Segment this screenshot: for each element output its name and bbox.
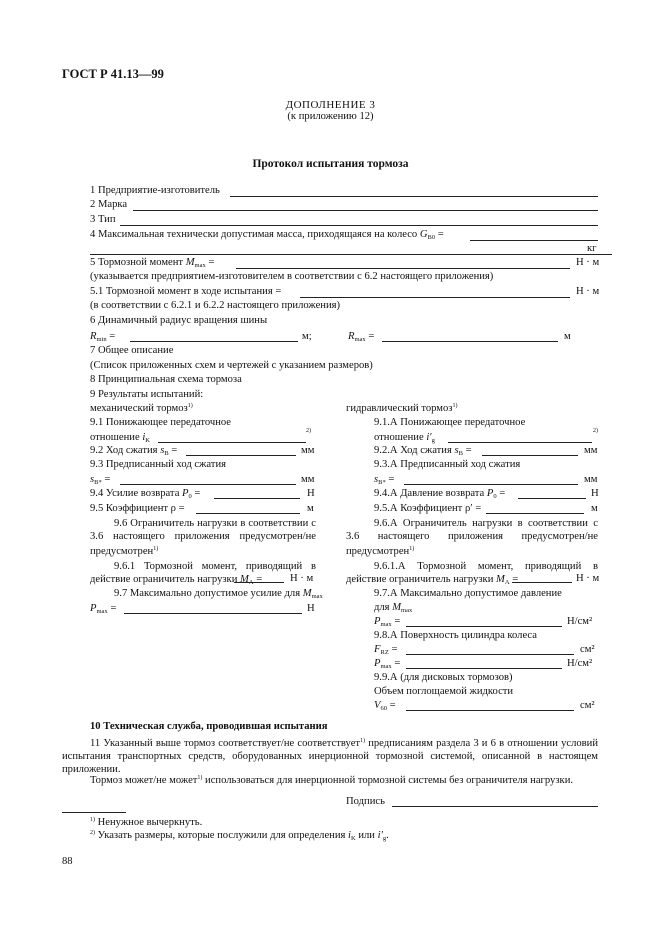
item-1-label: 1 Предприятие-изготовитель — [90, 185, 220, 196]
footnote-divider — [62, 812, 126, 813]
rmax-field[interactable] — [382, 341, 558, 342]
l-9-2-label: 9.2 Ход сжатия $s_B$ = — [90, 445, 178, 457]
r-9-1-field[interactable] — [448, 442, 592, 443]
l-unit-m: м — [307, 503, 314, 514]
r-9-7-for: для $M_{max}$ — [374, 602, 413, 614]
r-9-7-label: 9.7.А Максимально допустимое давление — [374, 588, 562, 599]
r-9-9-label: 9.9.А (для дисковых тормозов) — [374, 672, 513, 683]
item-8-label: 8 Принципиальная схема тормоза — [90, 374, 242, 385]
unit-m: м — [564, 331, 571, 342]
item-5-note: (указывается предприятием-изготовителем в соответствии с 6.2 настоящего приложения) — [90, 271, 494, 282]
r-unit-cm2-2: см² — [580, 700, 595, 711]
item-1-field[interactable] — [230, 196, 598, 197]
section-12-text: Тормоз может/не может$^{1)}$ использоваться для инерционной тормозной системы без ограничителя нагрузки. — [90, 775, 574, 786]
unit-m-semicolon: м; — [302, 331, 312, 342]
l-unit-mm-2: мм — [301, 474, 315, 485]
r-9-6-1-text: 9.6.1.А Тормозной момент, приводящий в действие ограничитель нагрузки $M_A$ = — [346, 561, 598, 586]
item-7-label: 7 Общее описание — [90, 345, 174, 356]
r-9-9-var: $V_{60}$ = — [374, 700, 396, 712]
r-9-8-label: 9.8.А Поверхность цилиндра колеса — [374, 630, 537, 641]
r-unit-m: м — [591, 503, 598, 514]
r-9-5-field[interactable] — [486, 513, 584, 514]
section-11-text: 11 Указанный выше тормоз соответствует/не соответствует$^{1)}$ предписаниям раздела 3 и 6 в отношении условий испытания транспортных средств, оборудованных инерционной тормозной системой, описанной в настоящем приложении. — [62, 738, 598, 775]
item-6-label: 6 Динамичный радиус вращения шины — [90, 315, 268, 326]
r-9-6-text: 9.6.А Ограничитель нагрузки в соответствии с 3.6 настоящего приложения предусмотрен/не предусмотрен$^{1)}$ — [346, 518, 598, 557]
rmax-label: $R_{max}$ = — [348, 331, 375, 343]
l-9-7-label: 9.7 Максимально допустимое усилие для $M_{max}$ — [114, 588, 323, 600]
l-9-3-label: 9.3 Предписанный ход сжатия — [90, 459, 226, 470]
r-9-4-field[interactable] — [518, 498, 586, 499]
footnote-2: $^{2)}$ Указать размеры, которые послужили для определения $i_K$ или $i'_g$. — [90, 830, 389, 842]
l-9-7-var: $P_{max}$ = — [90, 603, 117, 615]
r-9-8-field[interactable] — [406, 654, 574, 655]
item-5-field[interactable] — [236, 268, 570, 269]
item-9-label: 9 Результаты испытаний: — [90, 389, 204, 400]
l-9-7-field[interactable] — [124, 613, 302, 614]
unit-nm-5: Н · м — [576, 257, 600, 268]
rmin-label: $R_{min}$ = — [90, 331, 116, 343]
l-unit-nm: Н · м — [290, 573, 314, 584]
footnote-1: $^{1)}$ Ненужное вычеркнуть. — [90, 817, 203, 828]
signature-field[interactable] — [392, 806, 598, 807]
l-9-3-field[interactable] — [120, 484, 296, 485]
l-9-6-1-field[interactable] — [234, 582, 284, 583]
item-4-field-2[interactable] — [90, 254, 612, 255]
item-3-field[interactable] — [120, 225, 598, 226]
protocol-title: Протокол испытания тормоза — [252, 158, 409, 170]
r-9-2-field[interactable] — [482, 455, 578, 456]
item-5-label: 5 Тормозной момент $M_{max}$ = — [90, 257, 215, 269]
page-number: 88 — [62, 856, 73, 867]
r-9-8-p-var: $P_{max}$ = — [374, 658, 401, 670]
r-unit-mm-2: мм — [584, 474, 598, 485]
r-9-7-var: $P_{max}$ = — [374, 616, 401, 628]
signature-label: Подпись — [346, 796, 385, 807]
l-9-4-label: 9.4 Усилие возврата $P_0$ = — [90, 488, 201, 500]
r-9-3-label: 9.3.А Предписанный ход сжатия — [374, 459, 521, 470]
r-9-3-field[interactable] — [404, 484, 578, 485]
l-unit-mm-1: мм — [301, 445, 315, 456]
l-9-1-ratio: отношение $i_K$ — [90, 432, 150, 444]
l-9-5-label: 9.5 Коэффициент ρ = — [90, 503, 185, 514]
r-footnote-2-mark: 2) — [593, 428, 598, 434]
r-9-9-volume: Объем поглощаемой жидкости — [374, 686, 514, 697]
l-unit-n-2: Н — [307, 603, 315, 614]
item-4-field[interactable] — [470, 240, 598, 241]
rmin-field[interactable] — [130, 341, 298, 342]
item-4-label: 4 Максимальная технически допустимая масса, приходящаяся на колесо $G_{B0}$ = — [90, 229, 444, 241]
r-9-5-label: 9.5.А Коэффициент ρ′ = — [374, 503, 482, 514]
section-10-title: 10 Техническая служба, проводившая испытания — [90, 721, 328, 732]
r-9-7-field[interactable] — [406, 626, 562, 627]
r-unit-cm2-1: см² — [580, 644, 595, 655]
item-3-label: 3 Тип — [90, 214, 116, 225]
r-9-6-1-field[interactable] — [512, 582, 572, 583]
appendix-subtitle: (к приложению 12) — [287, 111, 374, 122]
item-2-field[interactable] — [133, 210, 598, 211]
unit-kg: кг — [587, 243, 597, 254]
r-9-9-field[interactable] — [406, 710, 574, 711]
l-9-2-field[interactable] — [186, 455, 296, 456]
r-unit-n: Н — [591, 488, 599, 499]
l-9-1-label: 9.1 Понижающее передаточное — [90, 417, 232, 428]
appendix-title: ДОПОЛНЕНИЕ 3 — [285, 99, 376, 111]
l-unit-n-1: Н — [307, 488, 315, 499]
item-5-1-field[interactable] — [300, 297, 570, 298]
r-9-4-label: 9.4.А Давление возврата $P_0$ = — [374, 488, 506, 500]
item-2-label: 2 Марка — [90, 199, 128, 210]
l-9-5-field[interactable] — [196, 513, 300, 514]
item-7-note: (Список приложенных схем и чертежей с указанием размеров) — [90, 360, 373, 371]
item-5-1-label: 5.1 Тормозной момент в ходе испытания = — [90, 286, 282, 297]
r-unit-nm: Н · м — [576, 573, 600, 584]
r-unit-ncm2-2: Н/см² — [567, 658, 593, 669]
hydraulic-brake-title: гидравлический тормоз$^{1)}$ — [346, 403, 458, 414]
document-code: ГОСТ Р 41.13—99 — [62, 67, 164, 81]
r-unit-ncm2-1: Н/см² — [567, 616, 593, 627]
mechanical-brake-title: механический тормоз$^{1)}$ — [90, 403, 193, 414]
r-9-1-ratio: отношение $i'_g$ — [374, 432, 435, 444]
r-9-3-var: $s_{B*}$ = — [374, 474, 395, 486]
unit-nm-5-1: Н · м — [576, 286, 600, 297]
r-9-2-label: 9.2.А Ход сжатия $s_B$ = — [374, 445, 472, 457]
l-9-6-text: 9.6 Ограничитель нагрузки в соответствии с 3.6 настоящего приложения предусмотрен/не предусмотрен$^{1)}$ — [90, 518, 316, 557]
l-footnote-2-mark: 2) — [306, 428, 311, 434]
r-9-1-label: 9.1.А Понижающее передаточное — [374, 417, 526, 428]
r-9-8-p-field[interactable] — [406, 668, 562, 669]
r-unit-mm-1: мм — [584, 445, 598, 456]
l-9-4-field[interactable] — [214, 498, 300, 499]
l-9-1-field[interactable] — [158, 442, 306, 443]
l-9-3-var: $s_{B*}$ = — [90, 474, 111, 486]
l-9-6-1-text: 9.6.1 Тормозной момент, приводящий в действие ограничитель нагрузки $M_A$ = — [90, 561, 316, 586]
r-9-8-var: $F_{RZ}$ = — [374, 644, 398, 656]
item-5-1-note: (в соответствии с 6.2.1 и 6.2.2 настоящего приложения) — [90, 300, 341, 311]
